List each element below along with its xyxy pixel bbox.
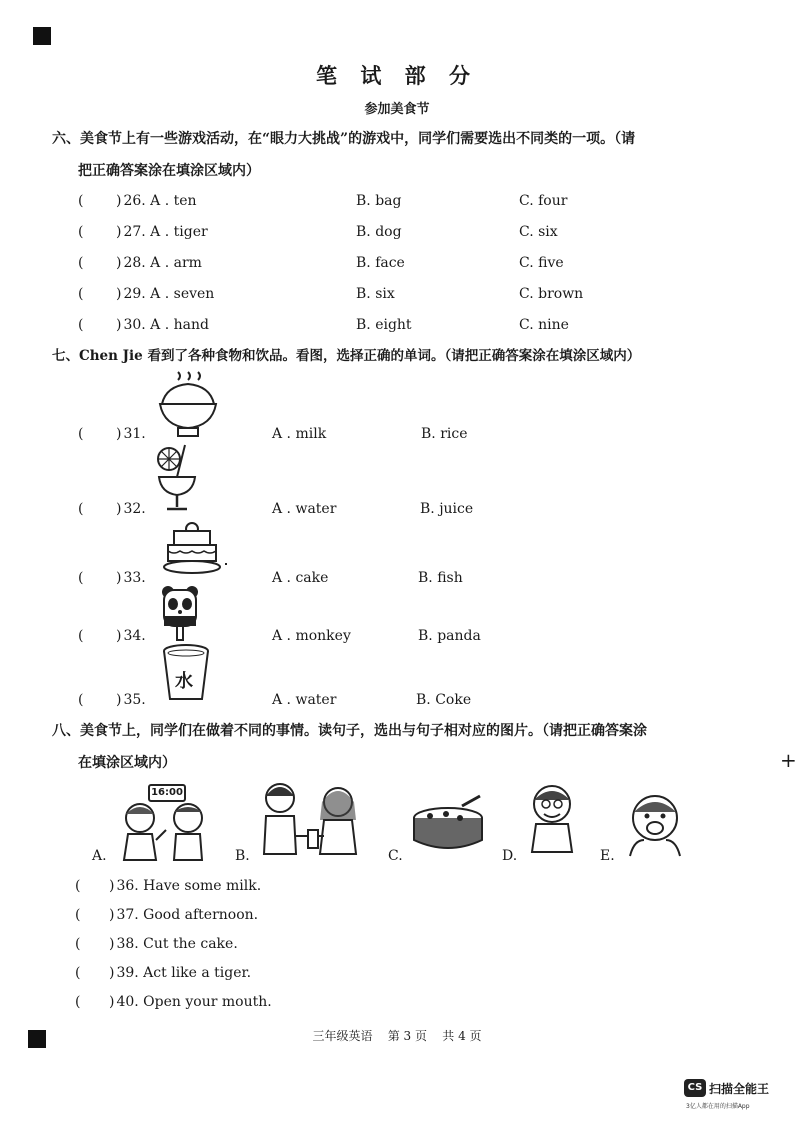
answer-paren-open: ( [75, 965, 81, 981]
answer-paren-open: ( [78, 317, 84, 333]
answer-paren-close: ) [116, 193, 122, 209]
answer-paren-close: ) [116, 255, 122, 271]
question-option-b: B. six [356, 286, 395, 302]
answer-paren-close: ) [116, 692, 122, 708]
sentence-row [75, 965, 251, 981]
scanner-logo-text: CS [687, 1082, 703, 1093]
section8-instruction-1: 八、美食节上，同学们在做着不同的事情。读句子，选出与句子相对应的图片。（请把正确答案涂 [52, 723, 647, 739]
answer-paren-close: ) [116, 501, 122, 517]
clock-time: 16:00 [151, 787, 183, 798]
cake-image [162, 517, 222, 577]
question-option-a: 27. A . tiger [123, 224, 208, 240]
question-option-b: B. panda [418, 628, 481, 644]
answer-paren-open: ( [75, 994, 81, 1010]
boy-acting-image [524, 782, 580, 854]
answer-paren-close: ) [109, 965, 115, 981]
sentence-text: 39. Act like a tiger. [116, 965, 252, 981]
question-option-b: B. rice [421, 426, 468, 442]
question-row [78, 224, 208, 240]
sentence-row [75, 994, 272, 1010]
question-option-c: C. nine [519, 317, 569, 333]
question-option-a: A . cake [272, 570, 329, 586]
question-option-a: 29. A . seven [123, 286, 215, 302]
question-row [78, 570, 146, 586]
kids-milk-image [258, 780, 362, 856]
answer-paren-open: ( [78, 628, 84, 644]
question-number: 32. [123, 501, 146, 517]
question-row [78, 317, 209, 333]
answer-paren-close: ) [109, 907, 115, 923]
juice-glass-image [155, 443, 199, 515]
answer-paren-open: ( [75, 936, 81, 952]
section6-instruction-2: 把正确答案涂在填涂区域内） [78, 163, 260, 179]
answer-paren-open: ( [75, 878, 81, 894]
question-option-a: A . water [272, 501, 337, 517]
panda-popsicle-image [160, 584, 200, 642]
question-row [78, 286, 214, 302]
sentence-row [75, 878, 261, 894]
sentence-text: 38. Cut the cake. [116, 936, 238, 952]
question-option-a: 26. A . ten [123, 193, 197, 209]
scanner-app-tagline: 3亿人都在用的扫描App [686, 1103, 750, 1110]
answer-paren-open: ( [78, 692, 84, 708]
cake-cut-image [410, 796, 488, 858]
answer-paren-close: ) [116, 317, 122, 333]
cup-character: 水 [175, 671, 193, 692]
question-option-b: B. eight [356, 317, 412, 333]
answer-paren-open: ( [78, 255, 84, 271]
rice-bowl-image [156, 364, 220, 440]
answer-paren-close: ) [116, 286, 122, 302]
question-number: 35. [123, 692, 146, 708]
question-option-b: B. dog [356, 224, 402, 240]
sentence-text: 40. Open your mouth. [116, 994, 272, 1010]
question-option-c: C. four [519, 193, 568, 209]
picture-label: D. [502, 848, 518, 864]
answer-paren-close: ) [116, 628, 122, 644]
answer-paren-open: ( [78, 426, 84, 442]
question-option-c: C. five [519, 255, 564, 271]
scanner-logo-icon [684, 1079, 706, 1097]
question-option-b: B. juice [420, 501, 474, 517]
question-option-a: 30. A . hand [123, 317, 209, 333]
answer-paren-open: ( [78, 501, 84, 517]
answer-paren-open: ( [78, 224, 84, 240]
answer-paren-close: ) [116, 224, 122, 240]
question-option-a: A . milk [272, 426, 327, 442]
section8-instruction-2: 在填涂区域内） [78, 755, 176, 771]
question-option-b: B. bag [356, 193, 402, 209]
page-title: 笔 试 部 分 [316, 63, 478, 88]
question-option-b: B. Coke [416, 692, 472, 708]
question-row [78, 193, 197, 209]
question-option-c: C. six [519, 224, 558, 240]
picture-label: B. [235, 848, 250, 864]
sentence-text: 37. Good afternoon. [116, 907, 259, 923]
kids-greeting-image [112, 800, 216, 862]
picture-label: C. [388, 848, 403, 864]
question-number: 34. [123, 628, 146, 644]
answer-paren-open: ( [78, 193, 84, 209]
scanner-app-name: 扫描全能王 [709, 1082, 770, 1096]
question-row [78, 628, 146, 644]
picture-label: A. [92, 848, 107, 864]
side-mark: + [780, 748, 797, 772]
answer-paren-close: ) [116, 426, 122, 442]
page-footer: 三年级英语 第 3 页 共 4 页 [312, 1029, 482, 1043]
answer-paren-open: ( [75, 907, 81, 923]
answer-paren-close: ) [109, 936, 115, 952]
sentence-text: 36. Have some milk. [116, 878, 262, 894]
question-number: 31. [123, 426, 146, 442]
question-option-b: B. fish [418, 570, 463, 586]
question-row [78, 692, 146, 708]
page-subtitle: 参加美食节 [364, 102, 430, 117]
sentence-row [75, 907, 258, 923]
question-option-a: A . monkey [272, 628, 351, 644]
answer-paren-open: ( [78, 286, 84, 302]
section7-instruction: 七、Chen Jie 看到了各种食物和饮品。看图，选择正确的单词。（请把正确答案涂在填涂区域内） [52, 348, 641, 364]
question-option-a: 28. A . arm [123, 255, 202, 271]
answer-paren-close: ) [109, 878, 115, 894]
answer-paren-close: ) [109, 994, 115, 1010]
corner-mark-top [33, 27, 51, 45]
question-option-a: A . water [272, 692, 337, 708]
question-row [78, 255, 202, 271]
question-row [78, 501, 146, 517]
question-option-b: B. face [356, 255, 405, 271]
boy-mouth-image [624, 792, 686, 858]
question-option-c: C. brown [519, 286, 584, 302]
answer-paren-close: ) [116, 570, 122, 586]
sentence-row [75, 936, 238, 952]
question-row [78, 426, 146, 442]
question-number: 33. [123, 570, 146, 586]
stray-dot [225, 563, 227, 565]
picture-label: E. [600, 848, 615, 864]
answer-paren-open: ( [78, 570, 84, 586]
section6-instruction-1: 六、美食节上有一些游戏活动，在“眼力大挑战”的游戏中，同学们需要选出不同类的一项。（请 [52, 131, 636, 147]
